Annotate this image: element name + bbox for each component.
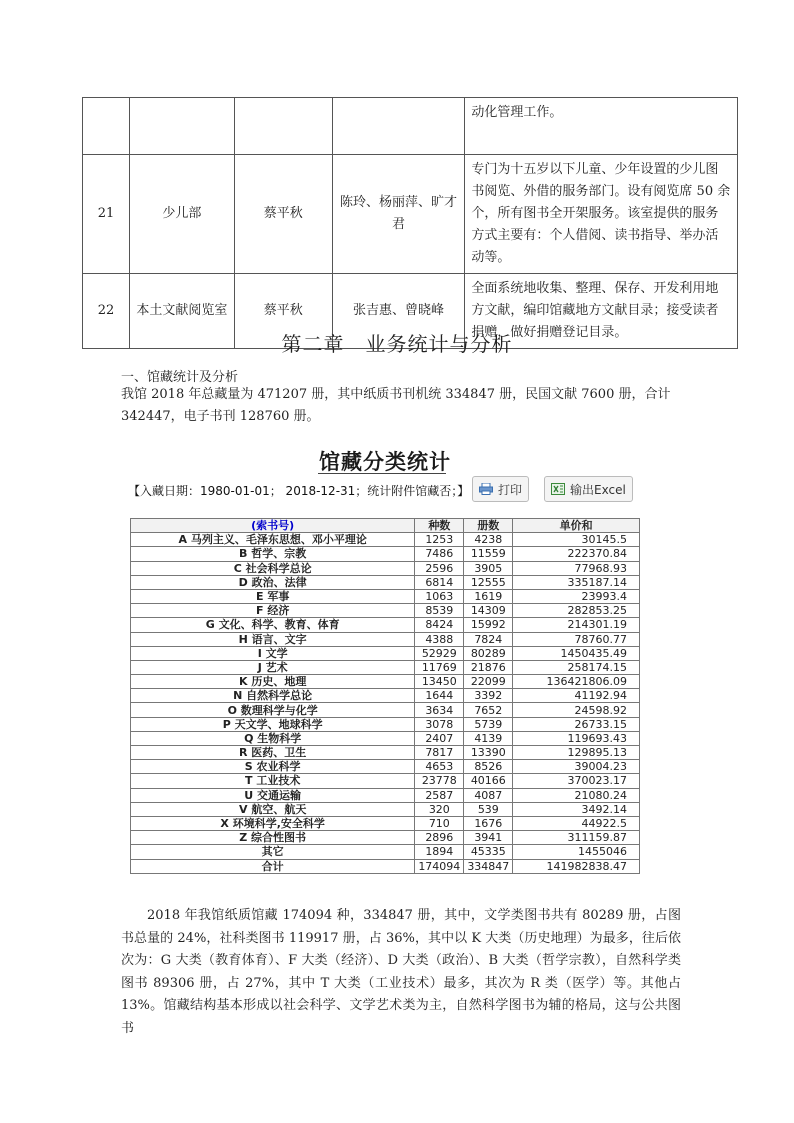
volumes-cell: 15992 <box>464 618 513 632</box>
print-button[interactable] <box>472 476 529 502</box>
price-sum-cell: 41192.94 <box>513 689 640 703</box>
titles-cell: 4388 <box>415 632 464 646</box>
price-sum-cell: 311159.87 <box>513 831 640 845</box>
volumes-cell: 539 <box>464 802 513 816</box>
titles-cell: 1253 <box>415 533 464 547</box>
category-cell: F 经济 <box>131 604 415 618</box>
table-row <box>131 561 640 575</box>
chapter-title: 第二章 业务统计与分析 <box>281 332 513 356</box>
table-row <box>83 155 738 274</box>
volumes-cell: 3905 <box>464 561 513 575</box>
volumes-cell: 3941 <box>464 831 513 845</box>
paragraph: 我馆 2018 年总藏量为 471207 册，其中纸质书刊机统 334847 册，民国文献 7600 册，合计 342447，电子书刊 128760 册。 <box>121 387 671 424</box>
table-row <box>131 689 640 703</box>
table-row <box>131 533 640 547</box>
collection-stats-table <box>130 518 640 874</box>
price-sum-cell: 119693.43 <box>513 731 640 745</box>
price-sum-cell: 1450435.49 <box>513 646 640 660</box>
price-sum-cell: 78760.77 <box>513 632 640 646</box>
category-cell: 合计 <box>131 859 415 873</box>
titles-cell: 13450 <box>415 675 464 689</box>
department-head: 蔡平秋 <box>234 155 332 274</box>
table-row <box>131 760 640 774</box>
price-sum-cell: 258174.15 <box>513 660 640 674</box>
department-head: 蔡平秋 <box>234 274 332 349</box>
volumes-cell: 7652 <box>464 703 513 717</box>
table-row <box>131 547 640 561</box>
volumes-cell: 1619 <box>464 589 513 603</box>
titles-cell: 2896 <box>415 831 464 845</box>
price-sum-cell: 26733.15 <box>513 717 640 731</box>
category-cell: O 数理科学与化学 <box>131 703 415 717</box>
department-description: 全面系统地收集、整理、保存、开发利用地方文献，编印馆藏地方文献目录；接受读者捐赠，做好捐赠登记目录。 <box>465 274 738 349</box>
price-sum-cell: 23993.4 <box>513 589 640 603</box>
volumes-cell: 8526 <box>464 760 513 774</box>
volumes-cell: 12555 <box>464 575 513 589</box>
price-sum-cell: 282853.25 <box>513 604 640 618</box>
table-row <box>131 703 640 717</box>
titles-cell: 1644 <box>415 689 464 703</box>
department-table <box>82 97 738 349</box>
department-staff <box>332 98 465 155</box>
price-sum-cell: 335187.14 <box>513 575 640 589</box>
table-row <box>83 98 738 155</box>
category-cell: E 军事 <box>131 589 415 603</box>
header-volumes: 册数 <box>464 519 513 533</box>
volumes-cell: 11559 <box>464 547 513 561</box>
category-cell: D 政治、法律 <box>131 575 415 589</box>
titles-cell: 11769 <box>415 660 464 674</box>
price-sum-cell: 136421806.09 <box>513 675 640 689</box>
header-call-number[interactable]: (索书号) <box>131 519 415 533</box>
section-title: 一、馆藏统计及分析 <box>121 370 239 385</box>
row-number: 22 <box>83 274 130 349</box>
table-row <box>131 802 640 816</box>
price-sum-cell: 1455046 <box>513 845 640 859</box>
price-sum-cell: 24598.92 <box>513 703 640 717</box>
category-cell: 其它 <box>131 845 415 859</box>
department-description: 专门为十五岁以下儿童、少年设置的少儿图书阅览、外借的服务部门。设有阅览席 50 余个，所有图书全开架服务。该室提供的服务方式主要有：个人借阅、读书指导、举办活动等。 <box>465 155 738 274</box>
volumes-cell: 22099 <box>464 675 513 689</box>
table-header-row <box>131 519 640 533</box>
print-label: 打印 <box>498 482 523 497</box>
titles-cell: 23778 <box>415 774 464 788</box>
volumes-cell: 3392 <box>464 689 513 703</box>
category-cell: N 自然科学总论 <box>131 689 415 703</box>
department-staff: 张吉惠、曾晓峰 <box>332 274 465 349</box>
header-price-sum: 单价和 <box>513 519 640 533</box>
titles-cell: 8424 <box>415 618 464 632</box>
paragraph: 2018 年我馆纸质馆藏 174094 种，334847 册，其中，文学类图书共有 80289 册，占图书总量的 24%，社科类图书 119917 册，占 36%，其中以 K 大类（历史地理）为最多，往后依次为：G 大类（教育体育）、F 大类（经济）、D 大类（政治）、B 大类（哲学宗教），自然科学类图书 89306 册，占 27%，其中 T 大类（工业技术）最多，其次为 R 类（医学）等。其他占 13%。馆藏结构基本形成以社会科学、文学艺术类为主，自然科学图书为辅的格局，这与公共图书 <box>121 908 681 1036</box>
price-sum-cell: 3492.14 <box>513 802 640 816</box>
category-cell: P 天文学、地球科学 <box>131 717 415 731</box>
category-cell: A 马列主义、毛泽东思想、邓小平理论 <box>131 533 415 547</box>
volumes-cell: 13390 <box>464 746 513 760</box>
titles-cell: 7486 <box>415 547 464 561</box>
table-row <box>131 859 640 873</box>
table-row <box>131 618 640 632</box>
table-row <box>131 675 640 689</box>
volumes-cell: 4238 <box>464 533 513 547</box>
table-row <box>131 632 640 646</box>
department-name: 本土文献阅览室 <box>129 274 234 349</box>
titles-cell: 1894 <box>415 845 464 859</box>
table-row <box>131 788 640 802</box>
table-row <box>131 575 640 589</box>
category-cell: B 哲学、宗教 <box>131 547 415 561</box>
titles-cell: 8539 <box>415 604 464 618</box>
table-row <box>131 660 640 674</box>
table-row <box>131 717 640 731</box>
export-excel-button[interactable] <box>544 476 633 502</box>
price-sum-cell: 77968.93 <box>513 561 640 575</box>
figure-title: 馆藏分类统计 <box>319 450 451 474</box>
category-cell: H 语言、文字 <box>131 632 415 646</box>
volumes-cell: 80289 <box>464 646 513 660</box>
table-row <box>131 816 640 830</box>
price-sum-cell: 129895.13 <box>513 746 640 760</box>
category-cell: S 农业科学 <box>131 760 415 774</box>
titles-cell: 4653 <box>415 760 464 774</box>
category-cell: V 航空、航天 <box>131 802 415 816</box>
category-cell: Q 生物科学 <box>131 731 415 745</box>
category-cell: I 文学 <box>131 646 415 660</box>
export-excel-label: 输出Excel <box>570 482 626 497</box>
price-sum-cell: 21080.24 <box>513 788 640 802</box>
category-cell: K 历史、地理 <box>131 675 415 689</box>
titles-cell: 2596 <box>415 561 464 575</box>
volumes-cell: 7824 <box>464 632 513 646</box>
price-sum-cell: 44922.5 <box>513 816 640 830</box>
titles-cell: 7817 <box>415 746 464 760</box>
titles-cell: 6814 <box>415 575 464 589</box>
titles-cell: 710 <box>415 816 464 830</box>
price-sum-cell: 30145.5 <box>513 533 640 547</box>
table-row <box>131 774 640 788</box>
table-row <box>131 731 640 745</box>
category-cell: C 社会科学总论 <box>131 561 415 575</box>
department-name <box>129 98 234 155</box>
header-titles: 种数 <box>415 519 464 533</box>
titles-cell: 3634 <box>415 703 464 717</box>
titles-cell: 1063 <box>415 589 464 603</box>
department-description: 动化管理工作。 <box>465 98 738 155</box>
table-row <box>131 845 640 859</box>
price-sum-cell: 39004.23 <box>513 760 640 774</box>
category-cell: X 环境科学,安全科学 <box>131 816 415 830</box>
price-sum-cell: 370023.17 <box>513 774 640 788</box>
excel-icon <box>551 483 565 495</box>
table-row <box>131 604 640 618</box>
volumes-cell: 45335 <box>464 845 513 859</box>
price-sum-cell: 222370.84 <box>513 547 640 561</box>
category-cell: Z 综合性图书 <box>131 831 415 845</box>
titles-cell: 320 <box>415 802 464 816</box>
title-underline <box>318 473 446 474</box>
table-row <box>131 589 640 603</box>
volumes-cell: 334847 <box>464 859 513 873</box>
category-cell: U 交通运输 <box>131 788 415 802</box>
printer-icon <box>479 483 493 495</box>
titles-cell: 52929 <box>415 646 464 660</box>
row-number: 21 <box>83 155 130 274</box>
volumes-cell: 1676 <box>464 816 513 830</box>
category-cell: R 医药、卫生 <box>131 746 415 760</box>
volumes-cell: 21876 <box>464 660 513 674</box>
query-condition: 【入藏日期：1980-01-01； 2018-12-31；统计附件馆藏否；】 <box>128 484 470 498</box>
category-cell: G 文化、科学、教育、体育 <box>131 618 415 632</box>
titles-cell: 2587 <box>415 788 464 802</box>
volumes-cell: 4139 <box>464 731 513 745</box>
department-staff: 陈玲、杨丽萍、旷才君 <box>332 155 465 274</box>
table-row <box>131 646 640 660</box>
department-head <box>234 98 332 155</box>
category-cell: J 艺术 <box>131 660 415 674</box>
volumes-cell: 14309 <box>464 604 513 618</box>
department-name: 少儿部 <box>129 155 234 274</box>
price-sum-cell: 141982838.47 <box>513 859 640 873</box>
titles-cell: 3078 <box>415 717 464 731</box>
row-number <box>83 98 130 155</box>
volumes-cell: 40166 <box>464 774 513 788</box>
volumes-cell: 4087 <box>464 788 513 802</box>
titles-cell: 174094 <box>415 859 464 873</box>
price-sum-cell: 214301.19 <box>513 618 640 632</box>
table-row <box>131 746 640 760</box>
table-row <box>131 831 640 845</box>
titles-cell: 2407 <box>415 731 464 745</box>
category-cell: T 工业技术 <box>131 774 415 788</box>
volumes-cell: 5739 <box>464 717 513 731</box>
